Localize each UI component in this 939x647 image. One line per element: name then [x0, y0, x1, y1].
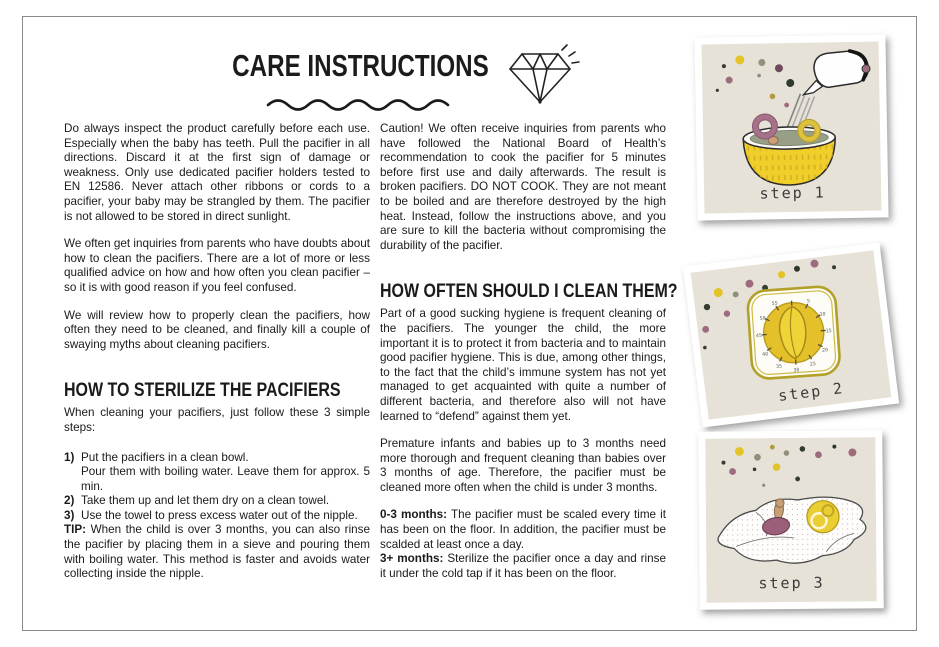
sterilize-intro: When cleaning your pacifiers, just follow these 3 simple steps: — [64, 406, 370, 434]
svg-text:50: 50 — [759, 315, 766, 322]
confetti-dots — [721, 444, 856, 487]
tip-paragraph: TIP: When the child is over 3 months, you can also rinse the pacifier by placing them in a sieve and pouring them with boiling water. This method is faster and avoids water collecting inside the nipple. — [64, 523, 371, 581]
list-item: 1) Put the pacifiers in a clean bowl. Pour them with boiling water. Leave them for approx. 5 min. — [64, 450, 370, 493]
yellow-pacifier — [807, 501, 839, 533]
svg-text:10: 10 — [819, 311, 826, 318]
list-item: 3) Use the towel to press excess water out of the nipple. — [64, 508, 358, 522]
paragraph-hygiene: Part of a good sucking hygiene is frequent cleaning of the pacifiers. The younger the child, the more important it is to protect it from bacteria and to maintain good pacifier hygiene. This is due, among other things, to the fact that the child’s immune system has not yet managed to get acquainted with quite a number of different bacteria, and therefore also will not have learned to “defend” against them yet. — [380, 307, 666, 423]
age-guideline-3plus: 3+ months: Sterilize the pacifier once a day and rinse it under the cold tap if it has been on the floor. — [380, 552, 666, 580]
svg-text:15: 15 — [825, 328, 832, 335]
left-column — [64, 122, 370, 582]
timer — [747, 286, 841, 380]
middle-column — [380, 122, 678, 581]
paragraph-premature: Premature infants and babies up to 3 months need more thorough and frequent cleaning than babies over 3 months of age. Therefore, the pacifier must be cleaned more often when the child is under 3 months. — [380, 437, 666, 494]
svg-text:20: 20 — [821, 347, 829, 354]
paragraph-review: We will review how to properly clean the pacifiers, how often they need to be cleaned, and finally kill a couple of swaying myths about cleaning pacifiers. — [64, 308, 370, 351]
paragraph-inquiries: We often get inquiries from parents who have doubts about how to clean the pacifiers. There are a lot of more or less qualified advice on how and how often you clean pacifier – so it is with good reason if you feel confused. — [64, 237, 370, 294]
paragraph-inspect: Do always inspect the product carefully before each use. Especially when the baby has teeth. Pull the pacifier in all directions. Discard it at the first sign of damage or weakness. Only use dedicated pacifier holders tested to EN 12586. Never attach other ribbons or cords to a pacifier, your baby may be strangled by them. The pacifier is not allowed to be stored in direct sunlight. — [64, 122, 370, 223]
confetti-dots — [715, 54, 795, 108]
svg-text:45: 45 — [755, 332, 763, 340]
heading-how-to-sterilize: HOW TO STERILIZE THE PACIFIERS — [64, 379, 341, 402]
step-label: step 3 — [758, 573, 825, 593]
paragraph-caution: Caution! We often receive inquiries from parents who have followed the National Board of Health’s recommendation to cook the pacifier for 5 minutes before first use and daily afterwards. The result is broken pacifiers. DO NOT COOK. They are not meant to be boiled and are therefore destroyed by the high heat. Instead, follow the instructions above, and you are sure to kill the bacteria without compromising the durability of the pacifier. — [380, 122, 666, 252]
step-card-2 — [683, 243, 899, 428]
svg-text:35: 35 — [775, 363, 783, 370]
sterilize-steps-list — [64, 451, 370, 524]
svg-text:40: 40 — [761, 351, 769, 358]
step-card-1 — [694, 34, 888, 220]
list-item: 2) Take them up and let them dry on a clean towel. — [64, 494, 330, 508]
kettle — [803, 51, 871, 95]
svg-text:30: 30 — [793, 367, 800, 374]
towel — [718, 497, 866, 564]
step-label: step 2 — [777, 379, 846, 405]
step-label: step 1 — [759, 183, 826, 203]
diamond-icon — [506, 42, 586, 108]
heading-how-often-clean: HOW OFTEN SHOULD I CLEAN THEM? — [380, 280, 678, 303]
step-card-3 — [698, 430, 884, 610]
page-title: CARE INSTRUCTIONS — [231, 48, 489, 83]
svg-text:5: 5 — [806, 298, 811, 305]
wavy-divider-icon — [262, 94, 458, 116]
svg-text:55: 55 — [771, 300, 778, 308]
svg-text:25: 25 — [809, 361, 817, 368]
age-guideline-0-3: 0-3 months: The pacifier must be scaled every time it has been on the floor. In addition, the pacifier must be scalded at least once a day. — [380, 508, 666, 551]
